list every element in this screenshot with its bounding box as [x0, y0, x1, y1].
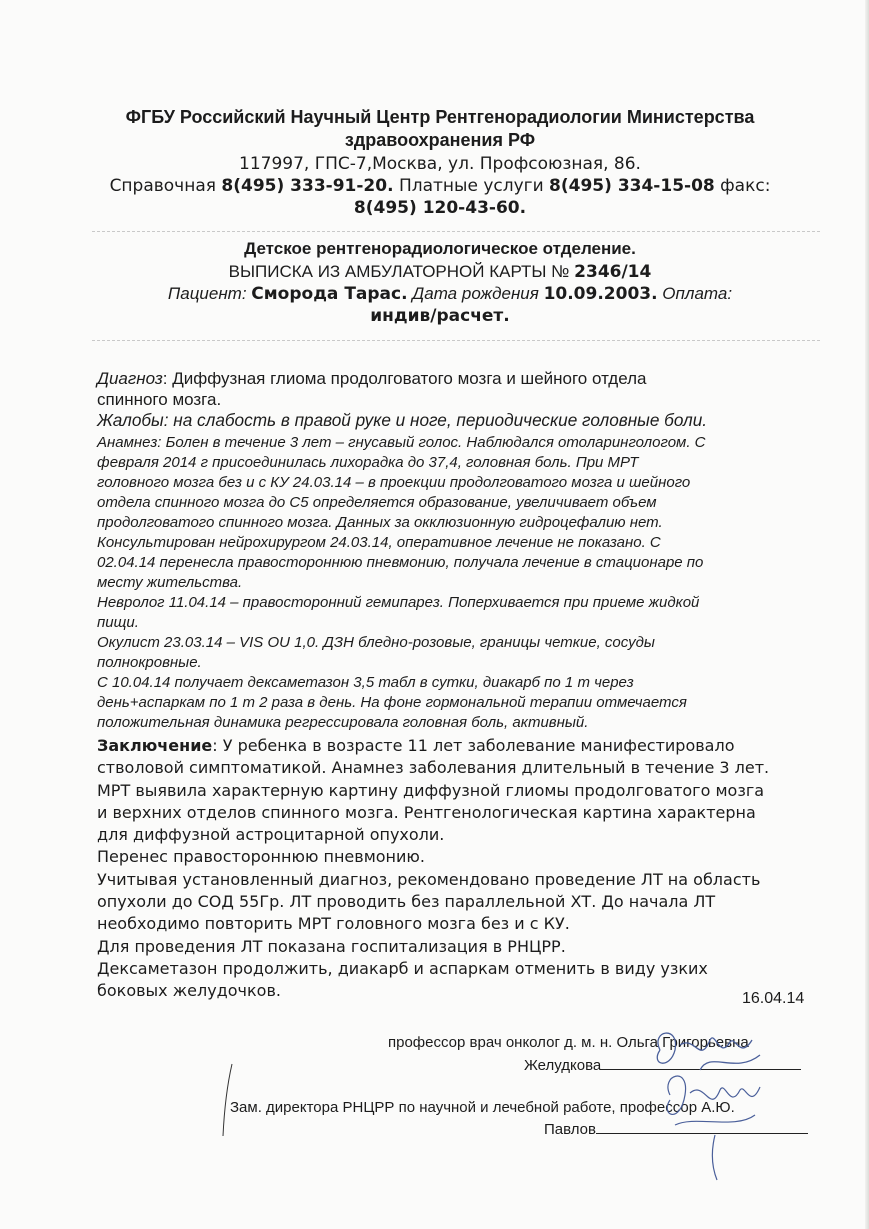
conclusion-line: опухоли до СОД 55Гр. ЛТ проводить без параллельной ХТ. До начала ЛТ — [97, 892, 716, 912]
divider-bottom — [92, 340, 820, 341]
patient-line: Пациент: Сморода Тарас. Дата рождения 10.09.2003. Оплата: — [167, 284, 733, 304]
document-date: 16.04.14 — [742, 990, 805, 1007]
patient-dob: 10.09.2003. — [543, 284, 658, 304]
fax-number: 8(495) 120-43-60. — [353, 198, 527, 218]
doctor-signature-line1: профессор врач онколог д. м. н. Ольга Григорьевна — [388, 1034, 749, 1051]
anamnesis-line: 02.04.14 перенесла правостороннюю пневмонию, получала лечение в стационаре по — [97, 554, 704, 571]
org-phones: Справочная 8(495) 333-91-20. Платные услуги 8(495) 334-15-08 факс: — [109, 176, 771, 196]
complaints: Жалобы: на слабость в правой руке и ноге, периодические головные боли. — [97, 410, 708, 430]
phone-info: 8(495) 333-91-20. — [221, 176, 394, 196]
anamnesis-line: продолговатого спинного мозга. Данных за окклюзионную гидроцефалию нет. — [97, 514, 663, 531]
deputy-signature-line2: Павлов — [544, 1119, 808, 1141]
anamnesis-line: Окулист 23.03.14 – VIS OU 1,0. ДЗН бледно-розовые, границы четкие, сосуды — [97, 634, 655, 651]
conclusion-line: Для проведения ЛТ показана госпитализация в РНЦРР. — [97, 936, 566, 956]
conclusion-line: стволовой симптоматикой. Анамнез заболевания длительный в течение 3 лет. — [97, 758, 770, 778]
conclusion-line: необходимо повторить МРТ головного мозга без и с КУ. — [97, 914, 570, 934]
anamnesis-line: месту жительства. — [97, 574, 243, 591]
org-name-line2: здравоохранения РФ — [344, 130, 536, 150]
anamnesis-line: Анамнез: Болен в течение 3 лет – гнусавый голос. Наблюдался отоларингологом. С — [97, 434, 706, 451]
conclusion-line: боковых желудочков. — [97, 981, 281, 1001]
anamnesis-line: Консультирован нейрохирургом 24.03.14, оперативное лечение не показано. С — [97, 534, 661, 551]
diagnosis-label: Диагноз — [97, 369, 163, 388]
conclusion-line: Учитывая установленный диагноз, рекомендовано проведение ЛТ на область — [97, 869, 761, 889]
conclusion — [97, 735, 817, 1003]
diagnosis-line2: спинного мозга. — [97, 390, 222, 409]
org-name-line1: ФГБУ Российский Научный Центр Рентгенорадиологии Министерства — [125, 107, 755, 127]
conclusion-line: МРТ выявила характерную картину диффузной глиомы продолговатого мозга — [97, 780, 765, 800]
anamnesis-line: Невролог 11.04.14 – правосторонний гемипарез. Поперхивается при приеме жидкой — [97, 594, 700, 611]
department-title: Детское рентгенорадиологическое отделение. — [244, 239, 636, 258]
anamnesis — [97, 433, 817, 733]
doctor-signature-line2: Желудкова — [524, 1055, 801, 1077]
pen-stroke — [218, 1060, 238, 1140]
conclusion-line: и верхних отделов спинного мозга. Рентгенологическая картина характерна — [97, 802, 756, 822]
anamnesis-line: день+аспаркам по 1 т 2 раза в день. На фоне гормональной терапии отмечается — [97, 694, 687, 711]
divider-top — [92, 231, 820, 232]
card-number: 2346/14 — [574, 262, 652, 282]
deputy-signature-line1: Зам. директора РНЦРР по научной и лечебной работе, профессор А.Ю. — [230, 1099, 735, 1116]
conclusion-line: Заключение: У ребенка в возрасте 11 лет заболевание манифестировало — [97, 736, 735, 755]
payment-type: индив/расчет. — [370, 306, 510, 326]
anamnesis-line: положительная динамика регрессировала головная боль, активный. — [97, 714, 589, 731]
patient-name: Сморода Тарас. — [251, 284, 408, 304]
conclusion-line: Дексаметазон продолжить, диакарб и аспаркам отменить в виду узких — [97, 958, 708, 978]
anamnesis-line: головного мозга без и с КУ 24.03.14 – в проекции продолговатого мозга и шейного — [97, 474, 691, 491]
extract-title: ВЫПИСКА ИЗ АМБУЛАТОРНОЙ КАРТЫ № 2346/14 — [228, 262, 652, 282]
conclusion-line: Перенес правостороннюю пневмонию. — [97, 847, 425, 867]
conclusion-line: для диффузной астроцитарной опухоли. — [97, 825, 445, 845]
anamnesis-line: пищи. — [97, 614, 139, 631]
anamnesis-line: февраля 2014 г присоединилась лихорадка до 37,4, головная боль. При МРТ — [97, 454, 639, 471]
anamnesis-line: С 10.04.14 получает дексаметазон 3,5 табл в сутки, диакарб по 1 т через — [97, 674, 634, 691]
conclusion-label: Заключение — [97, 736, 213, 755]
org-address: 117997, ГПС-7,Москва, ул. Профсоюзная, 86. — [239, 154, 641, 174]
anamnesis-line: отдела спинного мозга до С5 определяется образование, увеличивает объем — [97, 494, 657, 511]
diagnosis-line1: Диагноз: Диффузная глиома продолговатого мозга и шейного отдела — [97, 369, 647, 388]
phone-paid: 8(495) 334-15-08 — [549, 176, 715, 196]
page-edge — [865, 0, 869, 1229]
handwritten-signature — [655, 1055, 765, 1185]
anamnesis-line: полнокровные. — [97, 654, 202, 671]
